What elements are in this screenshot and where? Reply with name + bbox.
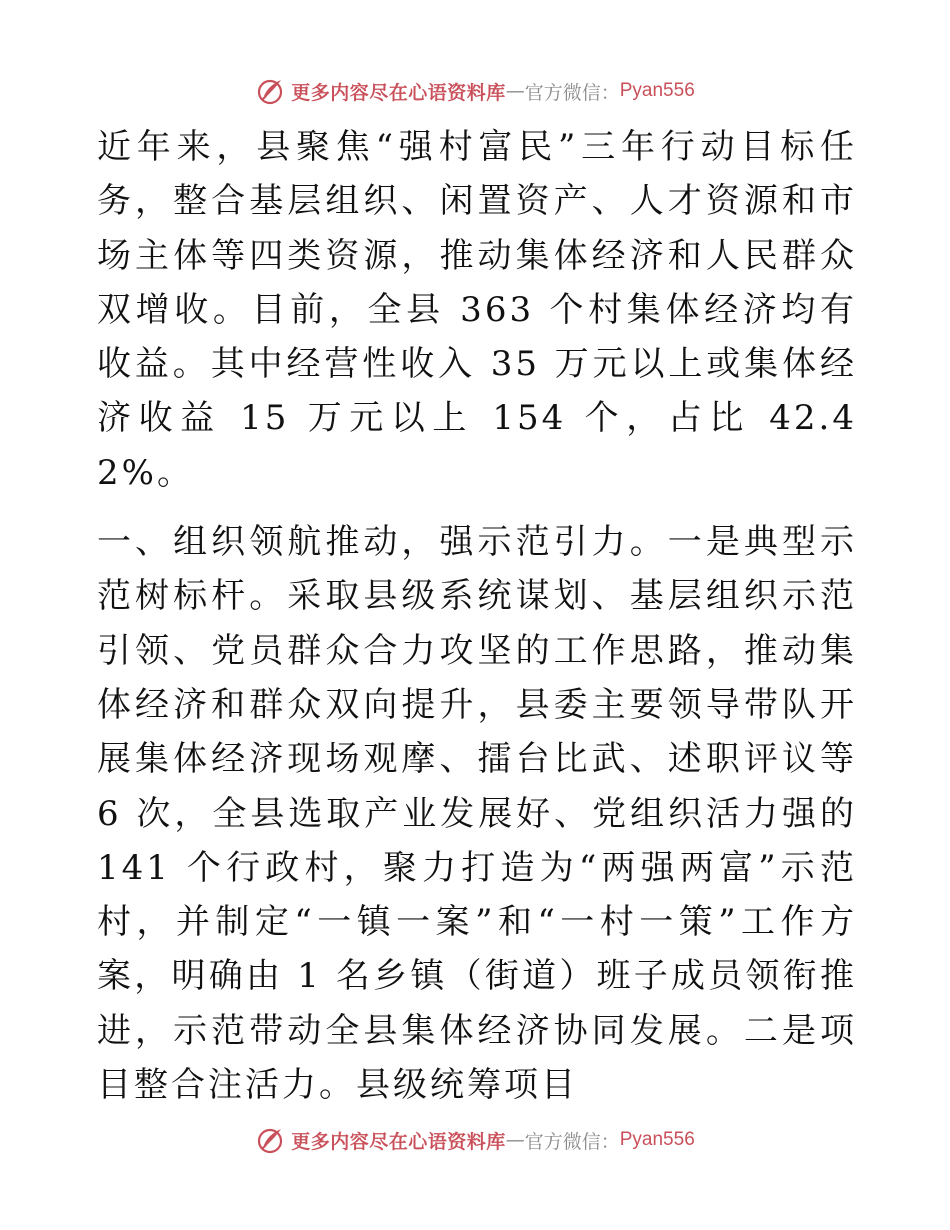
watermark-title: 更多内容尽在心语资料库: [291, 81, 506, 104]
footer-watermark: [0, 1123, 950, 1157]
quill-logo-icon: [255, 1125, 285, 1155]
watermark-title: 更多内容尽在心语资料库: [291, 1130, 506, 1153]
watermark-separator: —: [505, 1129, 525, 1151]
watermark-separator: —: [505, 80, 525, 102]
quill-logo-icon: [255, 76, 285, 106]
header-watermark: [0, 74, 950, 108]
document-body: [97, 120, 857, 1112]
watermark-wechat-id: Pyan556: [619, 80, 695, 101]
watermark-wechat-label: 官方微信：: [524, 1130, 620, 1153]
paragraph-intro: 近年来，县聚焦“强村富民”三年行动目标任务，整合基层组织、闲置资产、人才资源和市场主体等四类资源，推动集体经济和人民群众双增收。目前，全县 363 个村集体经济均有收益。其中经营性收入 35 万元以上或集体经济收益 15 万元以上 154 个，占比 42.42%。: [97, 127, 857, 493]
watermark-wechat-label: 官方微信：: [524, 81, 620, 104]
watermark-wechat-id: Pyan556: [619, 1129, 695, 1150]
paragraph-section-one: 一、组织领航推动，强示范引力。一是典型示范树标杆。采取县级系统谋划、基层组织示范引领、党员群众合力攻坚的工作思路，推动集体经济和群众双向提升，县委主要领导带队开展集体经济现场观摩、擂台比武、述职评议等 6 次，全县选取产业发展好、党组织活力强的 141 个行政村，聚力打造为“两强两富”示范村，并制定“一镇一案”和“一村一策”工作方案，明确由 1 名乡镇（街道）班子成员领衔推进，示范带动全县集体经济协同发展。二是项目整合注活力。县级统筹项目: [97, 522, 857, 1106]
